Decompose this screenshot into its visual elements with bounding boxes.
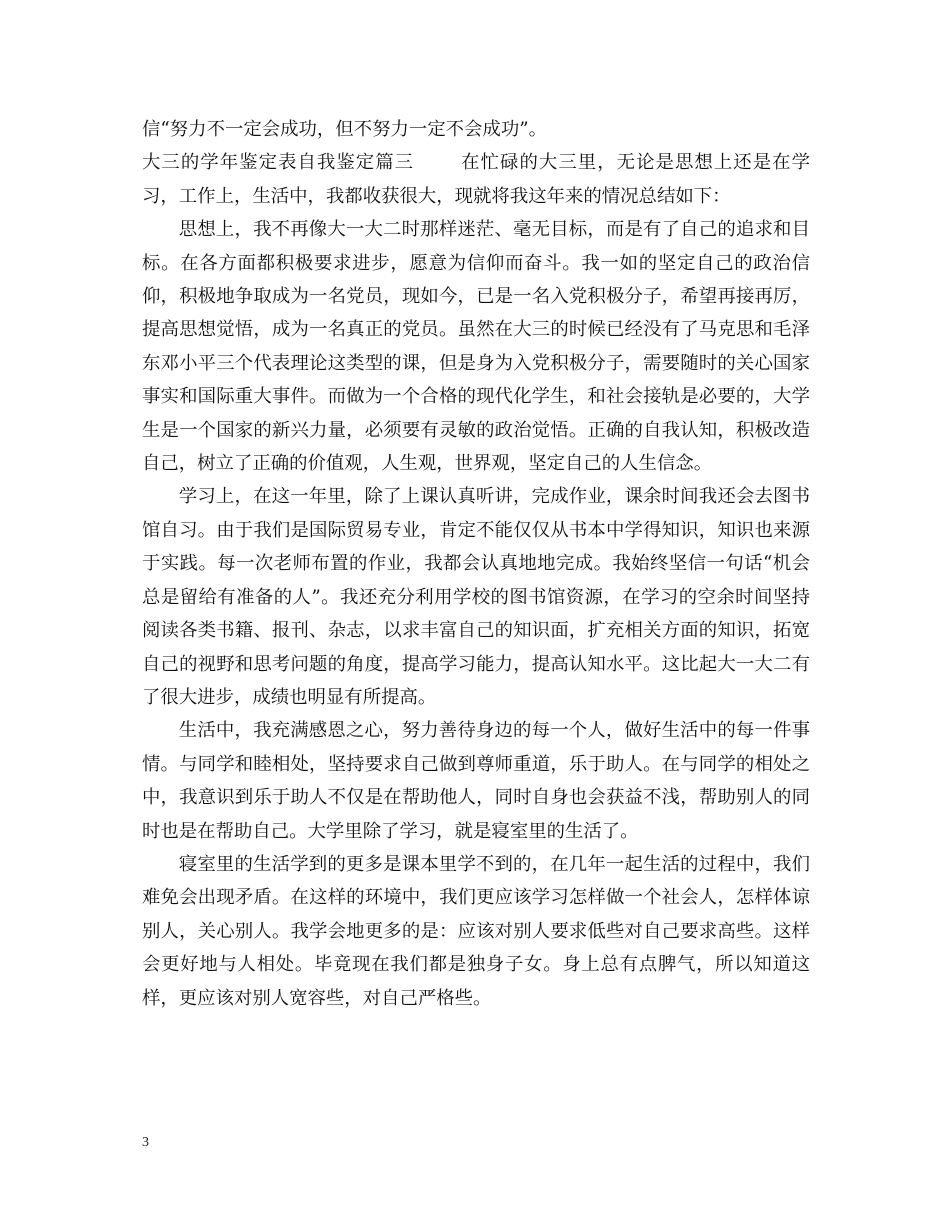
- section-intro: 在忙碌的大三里，无论是思想上还是在学习，工作上，生活中，我都收获很大，现就将我这年来的情况总结如下：: [142, 152, 810, 207]
- page-number: 3: [142, 1135, 149, 1150]
- document-body: [142, 113, 810, 1015]
- section-heading: 大三的学年鉴定表自我鉴定篇三: [142, 152, 415, 174]
- paragraph-study: 学习上，在这一年里，除了上课认真听讲，完成作业，课余时间我还会去图书馆自习。由于我们是国际贸易专业，肯定不能仅仅从书本中学得知识，知识也来源于实践。每一次老师布置的作业，我都会认真地地完成。我始终坚信一句话“机会总是留给有准备的人”。我还充分利用学校的图书馆资源，在学习的空余时间坚持阅读各类书籍、报刊、杂志，以求丰富自己的知识面，扩充相关方面的知识，拓宽自己的视野和思考问题的角度，提高学习能力，提高认知水平。这比起大一大二有了很大进步，成绩也明显有所提高。: [142, 486, 810, 708]
- section-block: [142, 146, 810, 213]
- paragraph-thought: 思想上，我不再像大一大二时那样迷茫、毫无目标，而是有了自己的追求和目标。在各方面都积极要求进步，愿意为信仰而奋斗。我一如的坚定自己的政治信仰，积极地争取成为一名党员，现如今，已是一名入党积极分子，希望再接再厉，提高思想觉悟，成为一名真正的党员。虽然在大三的时候已经没有了马克思和毛泽东邓小平三个代表理论这类型的课，但是身为入党积极分子，需要随时的关心国家事实和国际重大事件。而做为一个合格的现代化学生，和社会接轨是必要的，大学生是一个国家的新兴力量，必须要有灵敏的政治觉悟。正确的自我认知，积极改造自己，树立了正确的价值观，人生观，世界观，坚定自己的人生信念。: [142, 219, 810, 475]
- lead-line: 信“努力不一定会成功，但不努力一定不会成功”。: [142, 119, 548, 140]
- paragraph-life: 生活中，我充满感恩之心，努力善待身边的每一个人，做好生活中的每一件事情。与同学和睦相处，坚持要求自己做到尊师重道，乐于助人。在与同学的相处之中，我意识到乐于助人不仅是在帮助他人，同时自身也会获益不浅，帮助别人的同时也是在帮助自己。大学里除了学习，就是寝室里的生活了。: [142, 720, 810, 842]
- paragraph-dorm: 寝室里的生活学到的更多是课本里学不到的，在几年一起生活的过程中，我们难免会出现矛盾。在这样的环境中，我们更应该学习怎样做一个社会人，怎样体谅别人，关心别人。我学会地更多的是：应该对别人要求低些对自己要求高些。这样会更好地与人相处。毕竟现在我们都是独身子女。身上总有点脾气，所以知道这样，更应该对别人宽容些，对自己严格些。: [142, 853, 810, 1009]
